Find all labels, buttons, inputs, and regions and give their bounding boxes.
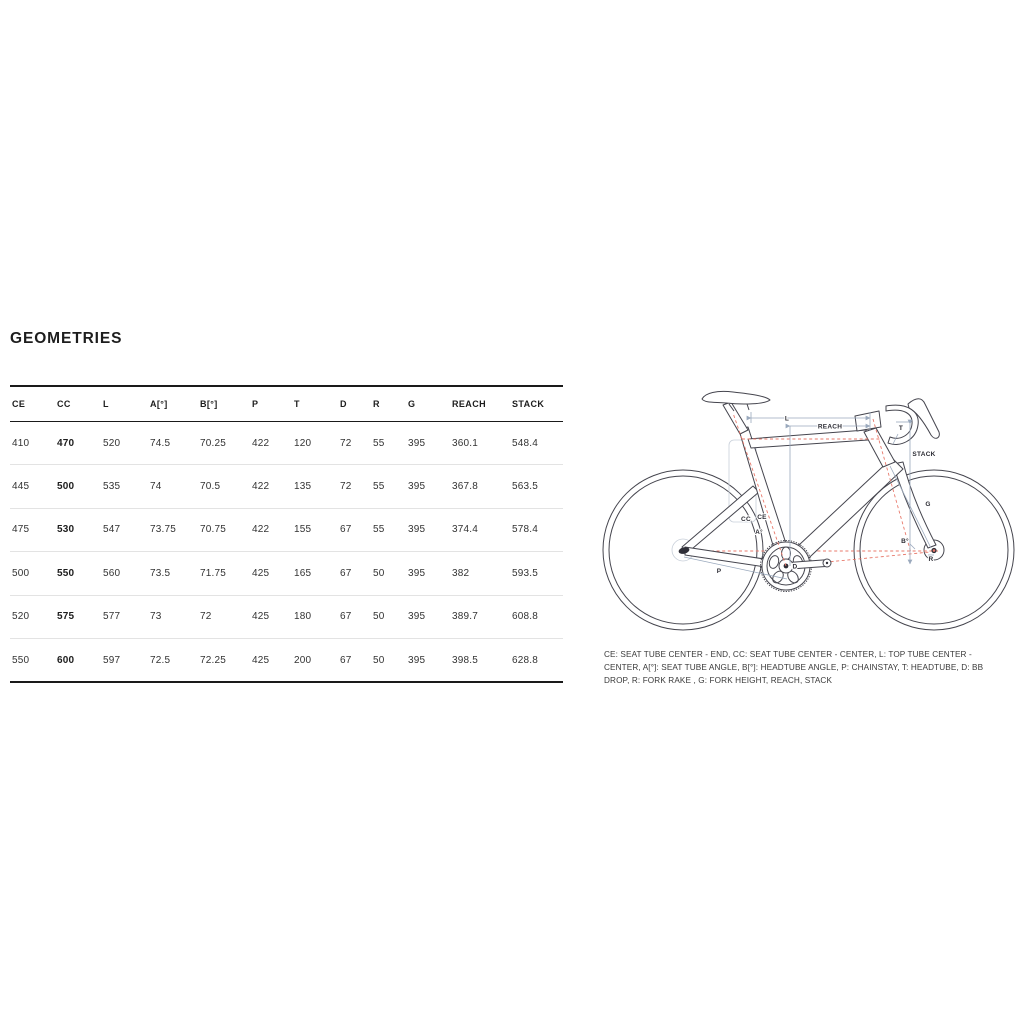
table-cell: 360.1 xyxy=(452,437,479,449)
table-cell: 577 xyxy=(103,611,121,623)
column-header: R xyxy=(373,399,380,409)
table-cell: 597 xyxy=(103,654,121,666)
table-cell: 120 xyxy=(294,437,312,449)
label-head-angle: B° xyxy=(901,538,909,545)
table-cell: 72 xyxy=(200,611,212,623)
column-header: CE xyxy=(12,399,26,409)
column-header: L xyxy=(103,399,109,409)
table-cell: 395 xyxy=(408,611,426,623)
column-header: G xyxy=(408,399,416,409)
geometry-table xyxy=(10,385,563,683)
table-cell: 72.25 xyxy=(200,654,227,666)
table-row xyxy=(10,595,563,638)
table-cell: 600 xyxy=(57,654,75,666)
table-cell: 535 xyxy=(103,481,121,493)
table-body xyxy=(10,422,563,681)
table-cell: 367.8 xyxy=(452,481,479,493)
diagram-legend: CE: SEAT TUBE CENTER - END, CC: SEAT TUBE CENTER - CENTER, L: TOP TUBE CENTER - CENTER, A[°]: SEAT TUBE ANGLE, B[°]: HEADTUBE ANGLE, P: CHAINSTAY, T: HEADTUBE, D: BB DROP, R: FORK RAKE , G: FORK HEIGHT, REACH, STACK xyxy=(604,650,984,685)
label-seat-tube-cc: CC xyxy=(741,516,751,523)
table-cell: 374.4 xyxy=(452,524,479,536)
table-cell: 500 xyxy=(12,567,30,579)
table-cell: 520 xyxy=(12,611,30,623)
seatpost xyxy=(723,402,748,434)
table-cell: 72 xyxy=(340,437,352,449)
saddle xyxy=(702,391,770,404)
table-cell: 410 xyxy=(12,437,30,449)
table-cell: 55 xyxy=(373,437,385,449)
table-cell: 425 xyxy=(252,654,270,666)
table-cell: 395 xyxy=(408,654,426,666)
head-tube xyxy=(864,428,895,467)
table-cell: 70.5 xyxy=(200,481,221,493)
table-cell: 135 xyxy=(294,481,312,493)
table-cell: 67 xyxy=(340,524,352,536)
table-cell: 398.5 xyxy=(452,654,479,666)
table-cell: 425 xyxy=(252,567,270,579)
table-cell: 67 xyxy=(340,567,352,579)
table-cell: 445 xyxy=(12,481,30,493)
table-cell: 560 xyxy=(103,567,121,579)
table-cell: 422 xyxy=(252,524,270,536)
table-cell: 74 xyxy=(150,481,162,493)
table-cell: 425 xyxy=(252,611,270,623)
table-row xyxy=(10,422,563,464)
table-cell: 547 xyxy=(103,524,121,536)
table-cell: 389.7 xyxy=(452,611,479,623)
label-stack: STACK xyxy=(912,451,936,458)
table-cell: 72.5 xyxy=(150,654,171,666)
column-header: P xyxy=(252,399,259,409)
table-cell: 395 xyxy=(408,481,426,493)
column-header: STACK xyxy=(512,399,545,409)
table-cell: 395 xyxy=(408,437,426,449)
table-row xyxy=(10,551,563,594)
table-cell: 70.25 xyxy=(200,437,227,449)
label-fork-height: G xyxy=(925,501,931,508)
table-cell: 155 xyxy=(294,524,312,536)
table-cell: 422 xyxy=(252,437,270,449)
table-cell: 395 xyxy=(408,524,426,536)
table-cell: 593.5 xyxy=(512,567,539,579)
table-cell: 395 xyxy=(408,567,426,579)
table-cell: 608.8 xyxy=(512,611,539,623)
stem xyxy=(855,411,881,431)
table-cell: 74.5 xyxy=(150,437,171,449)
column-header: B[°] xyxy=(200,399,218,409)
label-reach: REACH xyxy=(817,423,843,431)
table-cell: 73.75 xyxy=(150,524,177,536)
table-row xyxy=(10,464,563,507)
table-cell: 500 xyxy=(57,481,75,493)
table-cell: 73 xyxy=(150,611,162,623)
label-fork-rake: R xyxy=(928,556,934,563)
table-cell: 382 xyxy=(452,567,470,579)
table-cell: 470 xyxy=(57,437,75,449)
column-header: D xyxy=(340,399,347,409)
table-cell: 73.5 xyxy=(150,567,171,579)
table-cell: 578.4 xyxy=(512,524,539,536)
table-cell: 475 xyxy=(12,524,30,536)
table-cell: 200 xyxy=(294,654,312,666)
label-seat-angle: A° xyxy=(755,529,763,536)
label-top-tube: L xyxy=(784,415,790,423)
label-bb-drop: D xyxy=(792,563,798,571)
table-header-row xyxy=(10,387,563,422)
table-cell: 50 xyxy=(373,567,385,579)
table-row xyxy=(10,508,563,551)
table-cell: 180 xyxy=(294,611,312,623)
table-cell: 67 xyxy=(340,654,352,666)
front-axle-marker xyxy=(933,549,936,552)
table-cell: 67 xyxy=(340,611,352,623)
table-cell: 422 xyxy=(252,481,270,493)
table-cell: 628.8 xyxy=(512,654,539,666)
table-cell: 575 xyxy=(57,611,75,623)
column-header: A[°] xyxy=(150,399,168,409)
bike-geometry-diagram xyxy=(598,378,1022,642)
table-cell: 72 xyxy=(340,481,352,493)
table-cell: 55 xyxy=(373,524,385,536)
table-cell: 55 xyxy=(373,481,385,493)
column-header: T xyxy=(294,399,300,409)
table-cell: 530 xyxy=(57,524,75,536)
table-cell: 50 xyxy=(373,611,385,623)
bike-diagram-svg xyxy=(598,378,1022,642)
table-cell: 165 xyxy=(294,567,312,579)
table-cell: 550 xyxy=(12,654,30,666)
label-seat-tube-ce: CE xyxy=(757,514,767,521)
table-cell: 70.75 xyxy=(200,524,227,536)
table-cell: 563.5 xyxy=(512,481,539,493)
table-cell: 71.75 xyxy=(200,567,227,579)
label-chainstay: P xyxy=(716,568,722,575)
table-cell: 550 xyxy=(57,567,75,579)
table-cell: 548.4 xyxy=(512,437,539,449)
label-headtube: T xyxy=(898,425,904,432)
column-header: REACH xyxy=(452,399,487,409)
page-title: GEOMETRIES xyxy=(10,330,123,347)
table-row xyxy=(10,638,563,681)
table-cell: 50 xyxy=(373,654,385,666)
column-header: CC xyxy=(57,399,71,409)
table-cell: 520 xyxy=(103,437,121,449)
